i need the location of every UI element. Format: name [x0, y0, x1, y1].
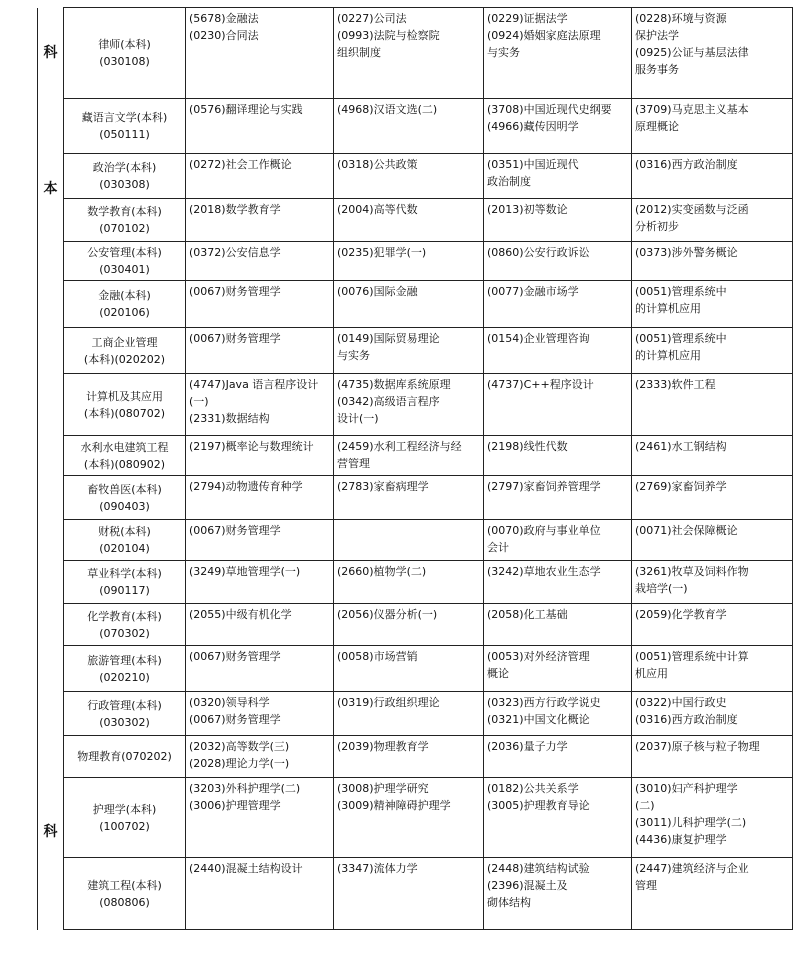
- cell-line: 营管理: [337, 457, 370, 470]
- course-cell: [632, 436, 793, 476]
- course-cell: [334, 281, 484, 328]
- course-cell: [334, 858, 484, 930]
- cell-line: (3010)妇产科护理学: [635, 782, 738, 795]
- cell-line: (2794)动物遗传育种学: [189, 480, 303, 493]
- cell-line: 分析初步: [635, 220, 679, 233]
- cell-line: (2198)线性代数: [487, 440, 568, 453]
- course-cell: [334, 242, 484, 281]
- cell-line: (4966)藏传因明学: [487, 120, 579, 133]
- section-char: 科: [43, 44, 58, 61]
- cell-line: 政治制度: [487, 175, 531, 188]
- major-cell: [64, 281, 186, 328]
- table-row: [38, 281, 793, 328]
- course-cell: [334, 328, 484, 374]
- course-cell: [632, 476, 793, 520]
- table-row: [38, 154, 793, 199]
- course-cell: [334, 561, 484, 604]
- course-cell: [484, 154, 632, 199]
- cell-line: 护理学(本科): [92, 802, 157, 816]
- course-cell: [632, 199, 793, 242]
- course-cell: [632, 778, 793, 858]
- major-cell: [64, 646, 186, 692]
- cell-line: 物理教育(070202): [77, 750, 172, 763]
- cell-line: (2055)中级有机化学: [189, 608, 292, 621]
- course-cell: [334, 476, 484, 520]
- course-cell: [632, 692, 793, 736]
- course-cell: [186, 736, 334, 778]
- cell-line: 设计(一): [337, 412, 379, 425]
- cell-line: (0351)中国近现代: [487, 158, 579, 171]
- cell-line: (2783)家畜病理学: [337, 480, 429, 493]
- cell-line: (4737)C++程序设计: [487, 378, 594, 391]
- cell-line: (0322)中国行政史: [635, 696, 727, 709]
- major-cell: [64, 520, 186, 561]
- course-cell: [632, 281, 793, 328]
- course-cell: [484, 858, 632, 930]
- course-cell: [186, 99, 334, 154]
- table-row: [38, 736, 793, 778]
- cell-line: (030108): [99, 55, 150, 68]
- course-cell: [484, 476, 632, 520]
- cell-line: (3006)护理管理学: [189, 799, 281, 812]
- cell-line: (0316)西方政治制度: [635, 713, 738, 726]
- cell-line: (2396)混凝土及: [487, 879, 568, 892]
- cell-line: 砌体结构: [487, 896, 531, 909]
- table-row: [38, 8, 793, 99]
- cell-line: 畜牧兽医(本科): [87, 482, 162, 496]
- cell-line: 藏语言文学(本科): [81, 111, 168, 124]
- major-cell: [64, 778, 186, 858]
- course-cell: [186, 281, 334, 328]
- cell-line: (070102): [99, 222, 150, 235]
- cell-line: 的计算机应用: [635, 302, 701, 315]
- cell-line: (4735)数据库系统原理: [337, 378, 451, 391]
- section-label: [38, 8, 64, 99]
- cell-line: (0182)公共关系学: [487, 782, 579, 795]
- cell-line: (3261)牧草及饲料作物: [635, 565, 749, 578]
- cell-line: 保护法学: [635, 29, 679, 42]
- cell-line: (3347)流体力学: [337, 862, 418, 875]
- course-cell: [186, 374, 334, 436]
- cell-line: 财税(本科): [98, 525, 151, 538]
- table-row: [38, 242, 793, 281]
- course-cell: [334, 778, 484, 858]
- course-cell: [484, 328, 632, 374]
- major-cell: [64, 199, 186, 242]
- cell-line: (090117): [99, 584, 150, 597]
- cell-line: (二): [635, 799, 655, 812]
- cell-line: (0051)管理系统中: [635, 285, 727, 298]
- major-cell: [64, 561, 186, 604]
- cell-line: (0342)高级语言程序: [337, 395, 440, 408]
- cell-line: (0229)证据法学: [487, 12, 568, 25]
- cell-line: (一): [189, 395, 209, 408]
- course-cell: [484, 646, 632, 692]
- course-cell: [484, 99, 632, 154]
- cell-line: (030401): [99, 263, 150, 276]
- cell-line: (5678)金融法: [189, 12, 259, 25]
- cell-line: (0067)财务管理学: [189, 650, 281, 663]
- cell-line: (2331)数据结构: [189, 412, 270, 425]
- cell-line: (0076)国际金融: [337, 285, 418, 298]
- course-cell: [186, 154, 334, 199]
- course-cell: [484, 8, 632, 99]
- cell-line: (0067)财务管理学: [189, 524, 281, 537]
- table-row: [38, 436, 793, 476]
- cell-line: (050111): [99, 128, 150, 141]
- table-row: [38, 199, 793, 242]
- course-cell: [334, 736, 484, 778]
- major-cell: [64, 736, 186, 778]
- cell-line: (0321)中国文化概论: [487, 713, 590, 726]
- cell-line: (2012)实变函数与泛函: [635, 203, 749, 216]
- cell-line: (2797)家畜饲养管理学: [487, 480, 601, 493]
- cell-line: (4747)Java 语言程序设计: [189, 378, 319, 391]
- cell-line: (2660)植物学(二): [337, 565, 427, 578]
- cell-line: (2013)初等数论: [487, 203, 568, 216]
- course-cell: [186, 476, 334, 520]
- cell-line: 管理: [635, 879, 657, 892]
- table-row: [38, 604, 793, 646]
- cell-line: (0067)财务管理学: [189, 285, 281, 298]
- cell-line: (0924)婚姻家庭法原理: [487, 29, 601, 42]
- course-cell: [186, 561, 334, 604]
- cell-line: (0319)行政组织理论: [337, 696, 440, 709]
- cell-line: (2039)物理教育学: [337, 740, 429, 753]
- cell-line: 与实务: [337, 349, 370, 362]
- cell-line: (4436)康复护理学: [635, 833, 727, 846]
- cell-line: (4968)汉语文选(二): [337, 103, 438, 116]
- cell-line: (030308): [99, 178, 150, 191]
- course-cell: [186, 858, 334, 930]
- table-row: [38, 99, 793, 154]
- cell-line: 政治学(本科): [92, 161, 157, 174]
- course-cell: [484, 692, 632, 736]
- cell-line: 会计: [487, 541, 509, 554]
- course-cell: [334, 520, 484, 561]
- course-cell: [632, 8, 793, 99]
- cell-line: (3242)草地农业生态学: [487, 565, 601, 578]
- cell-line: (0576)翻译理论与实践: [189, 103, 303, 116]
- cell-line: (3708)中国近现代史纲要: [487, 103, 612, 116]
- cell-line: (0316)西方政治制度: [635, 158, 738, 171]
- cell-line: (2459)水利工程经济与经: [337, 440, 462, 453]
- cell-line: 草业科学(本科): [87, 567, 162, 580]
- cell-line: 行政管理(本科): [87, 698, 162, 712]
- cell-line: (2197)概率论与数理统计: [189, 440, 314, 453]
- cell-line: (0372)公安信息学: [189, 246, 281, 259]
- course-cell: [484, 281, 632, 328]
- cell-line: (2769)家畜饲养学: [635, 480, 727, 493]
- table-row: [38, 561, 793, 604]
- cell-line: (0149)国际贸易理论: [337, 332, 440, 345]
- section-char: 科: [43, 824, 58, 840]
- cell-line: (3011)儿科护理学(二): [635, 816, 747, 829]
- cell-line: 化学教育(本科): [87, 609, 162, 623]
- cell-line: (本科)(080702): [83, 406, 166, 420]
- course-cell: [484, 242, 632, 281]
- section-char: 本: [43, 181, 58, 197]
- course-cell: [186, 8, 334, 99]
- course-cell: [484, 736, 632, 778]
- cell-line: (2461)水工钢结构: [635, 440, 727, 453]
- course-cell: [484, 604, 632, 646]
- cell-line: (0154)企业管理咨询: [487, 332, 590, 345]
- cell-line: (0318)公共政策: [337, 158, 418, 171]
- course-cell: [186, 436, 334, 476]
- cell-line: (0373)涉外警务概论: [635, 246, 738, 259]
- cell-line: (2440)混凝土结构设计: [189, 862, 303, 875]
- major-cell: [64, 99, 186, 154]
- major-cell: [64, 858, 186, 930]
- major-cell: [64, 242, 186, 281]
- cell-line: 原理概论: [635, 120, 679, 133]
- cell-line: (0051)管理系统中计算: [635, 650, 749, 663]
- cell-line: 服务事务: [635, 63, 679, 76]
- cell-line: 概论: [487, 667, 509, 680]
- cell-line: 律师(本科): [98, 38, 151, 51]
- cell-line: (3203)外科护理学(二): [189, 782, 301, 795]
- cell-line: (0227)公司法: [337, 12, 407, 25]
- cell-line: (0228)环境与资源: [635, 12, 727, 25]
- major-cell: [64, 436, 186, 476]
- table-row: [38, 328, 793, 374]
- course-cell: [632, 858, 793, 930]
- course-cell: [334, 199, 484, 242]
- course-cell: [632, 328, 793, 374]
- cell-line: 计算机及其应用: [86, 389, 163, 403]
- major-cell: [64, 154, 186, 199]
- cell-line: (100702): [99, 819, 150, 833]
- cell-line: (2333)软件工程: [635, 378, 716, 391]
- cell-line: 金融(本科): [98, 289, 151, 302]
- cell-line: 组织制度: [337, 46, 381, 59]
- major-cell: [64, 328, 186, 374]
- course-cell: [632, 520, 793, 561]
- course-cell: [334, 692, 484, 736]
- table-row: [38, 692, 793, 736]
- cell-line: (2032)高等数学(三): [189, 740, 290, 753]
- course-cell: [186, 242, 334, 281]
- cell-line: (2037)原子核与粒子物理: [635, 740, 760, 753]
- cell-line: (2448)建筑结构试验: [487, 862, 590, 875]
- table-row: [38, 646, 793, 692]
- table-row: [38, 858, 793, 930]
- course-cell: [186, 604, 334, 646]
- cell-line: (0320)领导科学: [189, 696, 270, 709]
- cell-line: 栽培学(一): [635, 582, 688, 595]
- section-label: [38, 281, 64, 736]
- course-cell: [334, 374, 484, 436]
- major-cell: [64, 604, 186, 646]
- cell-line: (0272)社会工作概论: [189, 158, 292, 171]
- course-cell: [186, 328, 334, 374]
- cell-line: 机应用: [635, 667, 668, 680]
- cell-line: (030302): [99, 715, 150, 729]
- course-cell: [632, 561, 793, 604]
- cell-line: (020210): [99, 670, 150, 684]
- course-cell: [186, 199, 334, 242]
- course-cell: [484, 199, 632, 242]
- cell-line: (3009)精神障碍护理学: [337, 799, 451, 812]
- course-cell: [334, 604, 484, 646]
- cell-line: (3008)护理学研究: [337, 782, 429, 795]
- cell-line: (070302): [99, 626, 150, 640]
- cell-line: (0323)西方行政学说史: [487, 696, 601, 709]
- course-cell: [632, 736, 793, 778]
- course-cell: [632, 154, 793, 199]
- cell-line: 旅游管理(本科): [87, 653, 162, 667]
- cell-line: (0067)财务管理学: [189, 713, 281, 726]
- course-cell: [632, 604, 793, 646]
- course-cell: [186, 520, 334, 561]
- course-cell: [186, 692, 334, 736]
- course-cell: [484, 778, 632, 858]
- course-cell: [334, 154, 484, 199]
- cell-line: (0070)政府与事业单位: [487, 524, 601, 537]
- cell-line: (本科)(080902): [83, 457, 166, 471]
- course-cell: [632, 242, 793, 281]
- cell-line: 水利水电建筑工程: [80, 440, 169, 454]
- course-cell: [484, 561, 632, 604]
- cell-line: (2028)理论力学(一): [189, 757, 290, 770]
- course-cell: [632, 99, 793, 154]
- cell-line: (0993)法院与检察院: [337, 29, 440, 42]
- cell-line: (2447)建筑经济与企业: [635, 862, 749, 875]
- cell-line: (0051)管理系统中: [635, 332, 727, 345]
- cell-line: (0071)社会保障概论: [635, 524, 738, 537]
- cell-line: (2056)仪器分析(一): [337, 608, 438, 621]
- cell-line: (0235)犯罪学(一): [337, 246, 427, 259]
- cell-line: (2059)化学教育学: [635, 608, 727, 621]
- cell-line: (0058)市场营销: [337, 650, 418, 663]
- course-cell: [484, 436, 632, 476]
- course-cell: [186, 646, 334, 692]
- course-cell: [334, 646, 484, 692]
- cell-line: 工商企业管理: [91, 335, 158, 349]
- cell-line: (0077)金融市场学: [487, 285, 579, 298]
- course-cell: [632, 374, 793, 436]
- cell-line: (0860)公安行政诉讼: [487, 246, 590, 259]
- cell-line: (0053)对外经济管理: [487, 650, 590, 663]
- major-cell: [64, 692, 186, 736]
- table-row: [38, 520, 793, 561]
- cell-line: (2058)化工基础: [487, 608, 568, 621]
- cell-line: (0925)公证与基层法律: [635, 46, 749, 59]
- course-cell: [186, 778, 334, 858]
- cell-line: (0067)财务管理学: [189, 332, 281, 345]
- major-cell: [64, 374, 186, 436]
- cell-line: (020106): [99, 306, 150, 319]
- cell-line: (2018)数学教育学: [189, 203, 281, 216]
- cell-line: 与实务: [487, 46, 520, 59]
- cell-line: 的计算机应用: [635, 349, 701, 362]
- cell-line: (090403): [99, 499, 150, 513]
- major-cell: [64, 8, 186, 99]
- cell-line: 数学教育(本科): [87, 205, 162, 218]
- major-cell: [64, 476, 186, 520]
- table-row: [38, 778, 793, 858]
- section-label: [38, 736, 64, 930]
- course-cell: [484, 520, 632, 561]
- cell-line: 建筑工程(本科): [87, 878, 162, 892]
- table-row: [38, 374, 793, 436]
- course-cell: [632, 646, 793, 692]
- cell-line: (3709)马克思主义基本: [635, 103, 749, 116]
- course-cell: [484, 374, 632, 436]
- cell-line: 公安管理(本科): [87, 246, 162, 259]
- cell-line: (020104): [99, 542, 150, 555]
- cell-line: (2036)量子力学: [487, 740, 568, 753]
- cell-line: (2004)高等代数: [337, 203, 418, 216]
- table-row: [38, 476, 793, 520]
- cell-line: (3005)护理教育导论: [487, 799, 590, 812]
- section-label: [38, 99, 64, 281]
- cell-line: (3249)草地管理学(一): [189, 565, 301, 578]
- course-cell: [334, 436, 484, 476]
- cell-line: (080806): [99, 895, 150, 909]
- cell-line: (0230)合同法: [189, 29, 259, 42]
- course-cell: [334, 99, 484, 154]
- course-table: [37, 7, 793, 930]
- course-cell: [334, 8, 484, 99]
- cell-line: (本科)(020202): [83, 352, 166, 366]
